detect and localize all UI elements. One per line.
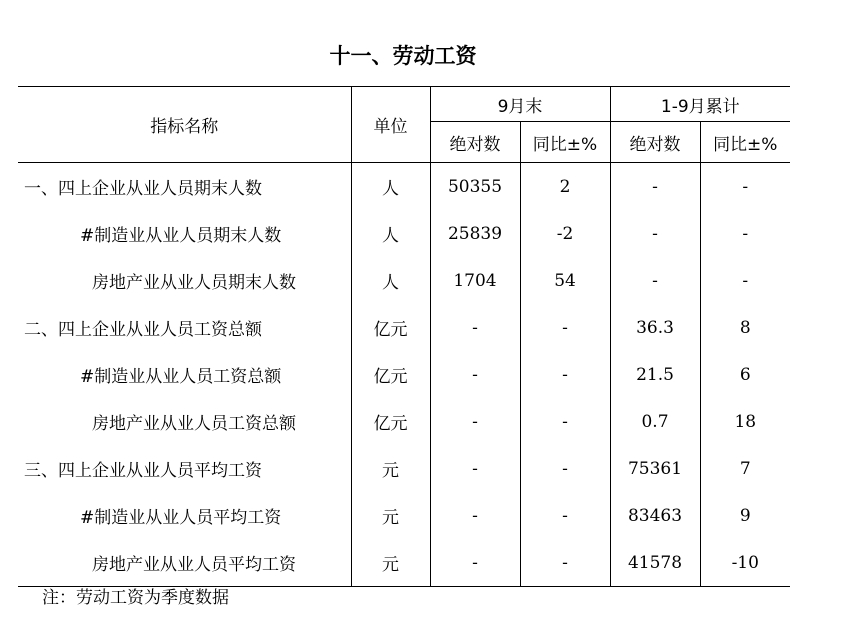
row-unit: 亿元 <box>351 351 430 398</box>
row-month-yoy: - <box>520 304 610 351</box>
row-cum-yoy: - <box>742 223 749 244</box>
row-cum-yoy: 8 <box>739 317 751 338</box>
row-cum-absolute: - <box>610 163 700 211</box>
row-month-absolute: - <box>430 492 520 539</box>
row-month-yoy: 2 <box>520 163 610 211</box>
table-row <box>18 492 790 539</box>
header-month-end: 9月末 <box>430 87 610 122</box>
footnote: 注：劳动工资为季度数据 <box>42 588 229 608</box>
header-unit: 单位 <box>351 87 430 163</box>
header-month-absolute: 绝对数 <box>430 122 520 163</box>
row-cum-yoy: 7 <box>739 458 751 479</box>
row-cum-yoy: 9 <box>739 505 751 526</box>
row-cum-yoy: - <box>742 176 749 197</box>
header-cum-absolute: 绝对数 <box>610 122 700 163</box>
row-cum-absolute: - <box>610 257 700 304</box>
row-unit: 元 <box>351 445 430 492</box>
row-month-yoy: - <box>520 445 610 492</box>
row-unit: 元 <box>351 539 430 587</box>
row-cum-absolute: 36.3 <box>610 304 700 351</box>
header-month-yoy: 同比±% <box>520 122 610 163</box>
row-indicator: 房地产业从业人员工资总额 <box>18 398 351 445</box>
row-cum-yoy: 6 <box>739 364 751 385</box>
row-indicator: #制造业从业人员工资总额 <box>18 351 351 398</box>
row-cum-yoy: -10 <box>700 539 790 587</box>
row-month-absolute: - <box>430 539 520 587</box>
table-row <box>18 351 790 398</box>
table-row <box>18 304 790 351</box>
row-indicator: 二、四上企业从业人员工资总额 <box>18 304 351 351</box>
row-unit: 元 <box>351 492 430 539</box>
row-month-absolute: - <box>430 445 520 492</box>
header-indicator: 指标名称 <box>18 87 351 163</box>
row-month-absolute: - <box>430 304 520 351</box>
row-unit: 亿元 <box>351 304 430 351</box>
labor-wage-table <box>18 86 790 587</box>
row-month-absolute: 1704 <box>430 257 520 304</box>
row-cum-absolute: - <box>610 210 700 257</box>
row-month-absolute: - <box>430 351 520 398</box>
row-indicator: 房地产业从业人员平均工资 <box>18 539 351 587</box>
page-title: 十一、劳动工资 <box>329 44 477 68</box>
row-month-yoy: -2 <box>520 210 610 257</box>
row-indicator: 三、四上企业从业人员平均工资 <box>18 445 351 492</box>
row-indicator: #制造业从业人员期末人数 <box>18 210 351 257</box>
row-month-absolute: - <box>430 398 520 445</box>
row-month-yoy: - <box>520 539 610 587</box>
row-month-yoy: - <box>520 492 610 539</box>
row-cum-yoy: - <box>742 270 749 291</box>
table-row <box>18 539 790 587</box>
row-unit: 人 <box>351 163 430 211</box>
table-row <box>18 163 790 211</box>
row-month-yoy: 54 <box>520 257 610 304</box>
row-cum-yoy: 18 <box>734 411 757 432</box>
row-cum-absolute: 0.7 <box>610 398 700 445</box>
row-indicator: 一、四上企业从业人员期末人数 <box>18 163 351 211</box>
row-cum-absolute: 21.5 <box>610 351 700 398</box>
row-month-yoy: - <box>520 398 610 445</box>
row-indicator: #制造业从业人员平均工资 <box>18 492 351 539</box>
header-cum-yoy: 同比±% <box>700 122 790 163</box>
table-row <box>18 445 790 492</box>
row-indicator: 房地产业从业人员期末人数 <box>18 257 351 304</box>
row-unit: 亿元 <box>351 398 430 445</box>
row-month-absolute: 50355 <box>430 163 520 211</box>
table-row <box>18 398 790 445</box>
row-unit: 人 <box>351 210 430 257</box>
row-month-absolute: 25839 <box>430 210 520 257</box>
row-cum-absolute: 41578 <box>610 539 700 587</box>
row-unit: 人 <box>351 257 430 304</box>
row-cum-absolute: 75361 <box>610 445 700 492</box>
row-cum-absolute: 83463 <box>610 492 700 539</box>
header-cumulative: 1-9月累计 <box>610 87 790 122</box>
table-row <box>18 257 790 304</box>
row-month-yoy: - <box>520 351 610 398</box>
table-row <box>18 210 790 257</box>
